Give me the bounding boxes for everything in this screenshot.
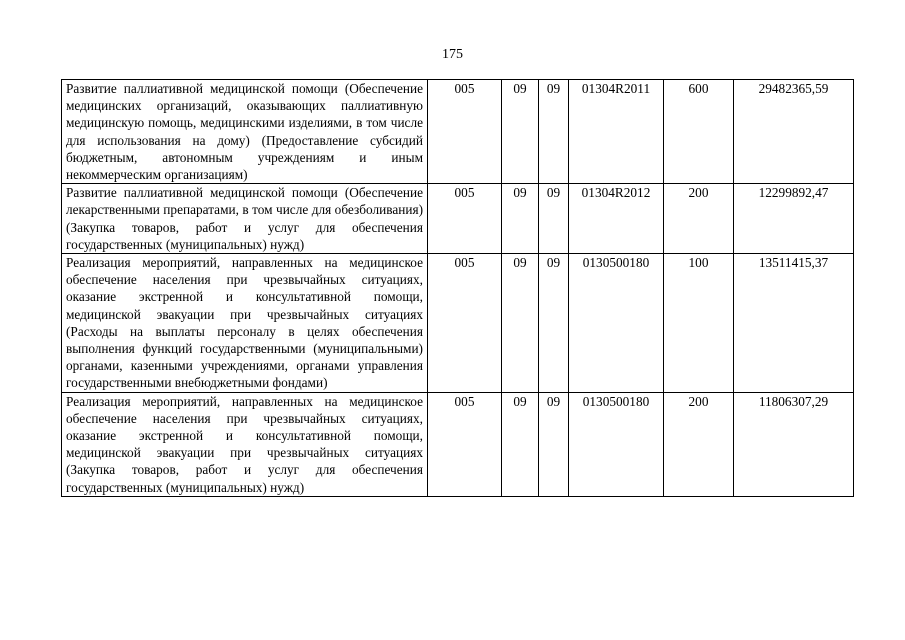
expense-type-code: 600 xyxy=(664,80,734,184)
target-article-code: 0130500180 xyxy=(569,254,664,393)
grbs-code: 005 xyxy=(428,254,502,393)
table-row xyxy=(62,184,854,254)
table-row xyxy=(62,392,854,496)
target-article-code: 01304R2011 xyxy=(569,80,664,184)
target-article-code: 0130500180 xyxy=(569,392,664,496)
subsection-code: 09 xyxy=(539,254,569,393)
section-code: 09 xyxy=(502,254,539,393)
page-number: 175 xyxy=(442,47,463,62)
section-code: 09 xyxy=(502,184,539,254)
expense-description: Реализация мероприятий, направленных на медицинское обеспечение населения при чрезвычайных ситуациях, оказание экстренной и консультативной помощи, медицинской эвакуации при чрезвычайных ситуациях (Закупка товаров, работ и услуг для обеспечения государственных (муниципальных) нужд) xyxy=(62,392,428,496)
amount: 13511415,37 xyxy=(734,254,854,393)
expense-description: Реализация мероприятий, направленных на медицинское обеспечение населения при чрезвычайных ситуациях, оказание экстренной и консультативной помощи, медицинской эвакуации при чрезвычайных ситуациях (Расходы на выплаты персоналу в целях обеспечения выполнения функций государственными (муниципальными) органами, казенными учреждениями, органами управления государственными внебюджетными фондами) xyxy=(62,254,428,393)
amount: 11806307,29 xyxy=(734,392,854,496)
grbs-code: 005 xyxy=(428,80,502,184)
target-article-code: 01304R2012 xyxy=(569,184,664,254)
grbs-code: 005 xyxy=(428,184,502,254)
expense-type-code: 200 xyxy=(664,184,734,254)
amount: 29482365,59 xyxy=(734,80,854,184)
subsection-code: 09 xyxy=(539,184,569,254)
table-row xyxy=(62,254,854,393)
section-code: 09 xyxy=(502,392,539,496)
expense-type-code: 100 xyxy=(664,254,734,393)
expense-description: Развитие паллиативной медицинской помощи (Обеспечение медицинских организаций, оказывающих паллиативную медицинскую помощь, медицинскими изделиями, в том числе для использования на дому) (Предоставление субсидий бюджетным, автономным учреждениям и иным некоммерческим организациям) xyxy=(62,80,428,184)
amount: 12299892,47 xyxy=(734,184,854,254)
table-row xyxy=(62,80,854,184)
section-code: 09 xyxy=(502,80,539,184)
grbs-code: 005 xyxy=(428,392,502,496)
subsection-code: 09 xyxy=(539,80,569,184)
expense-type-code: 200 xyxy=(664,392,734,496)
expense-description: Развитие паллиативной медицинской помощи (Обеспечение лекарственными препаратами, в том числе для обезболивания) (Закупка товаров, работ и услуг для обеспечения государственных (муниципальных) нужд) xyxy=(62,184,428,254)
subsection-code: 09 xyxy=(539,392,569,496)
budget-table xyxy=(61,79,854,497)
